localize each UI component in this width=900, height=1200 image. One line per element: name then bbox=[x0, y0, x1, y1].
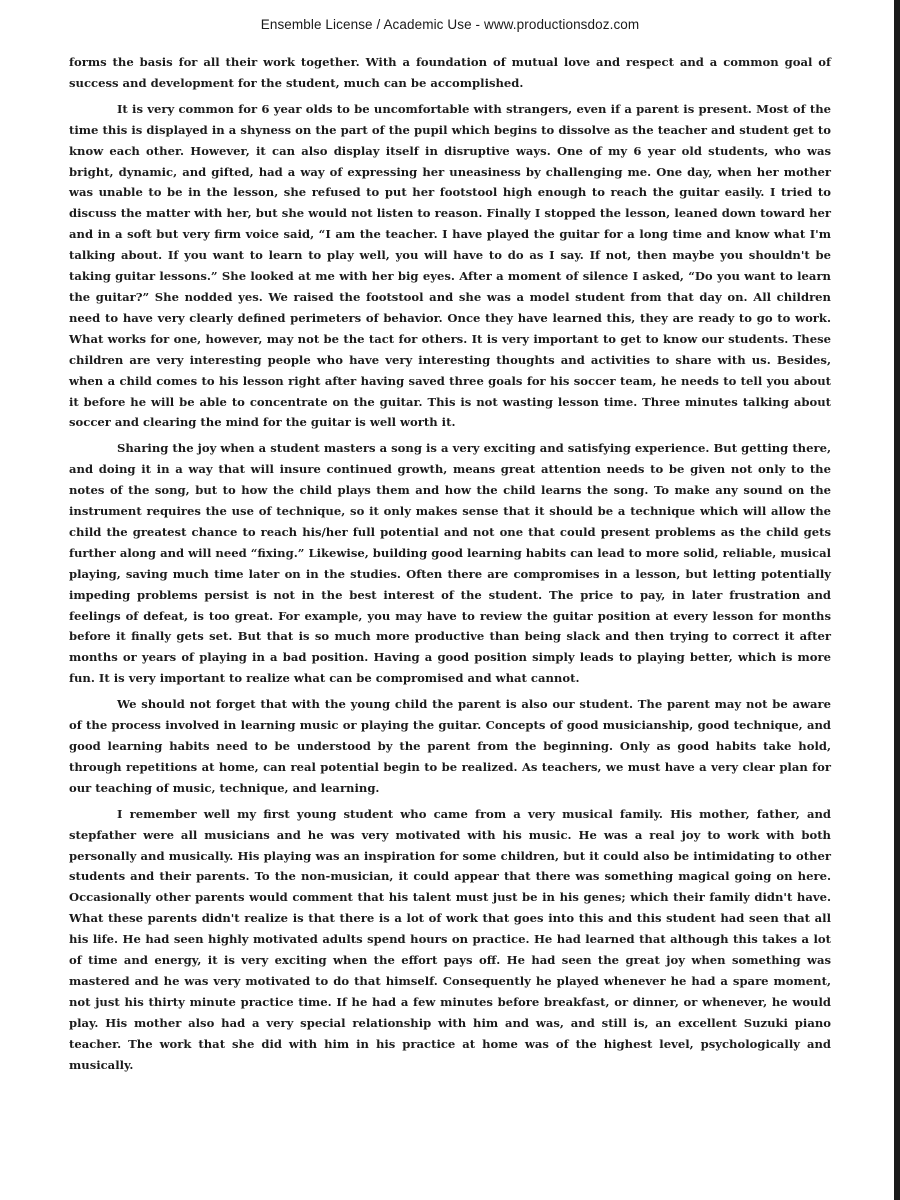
license-header bbox=[0, 0, 900, 48]
paragraph: It is very common for 6 year olds to be uncomfortable with strangers, even if a parent is present. Most of the time this is displayed in a shyness on the part of the pupil which begins to dissolve as the teacher and student get to know each other. However, it can also display itself in disruptive ways. One of my 6 year old students, who was bright, dynamic, and gifted, had a way of expressing her uneasiness by challenging me. One day, when her mother was unable to be in the lesson, she refused to put her footstool high enough to reach the guitar easily. I tried to discuss the matter with her, but she would not listen to reason. Finally I stopped the lesson, leaned down toward her and in a soft but very firm voice said, “I am the teacher. I have played the guitar for a long time and know what I'm talking about. If you want to learn to play well, you will have to do as I say. If not, then maybe you shouldn't be taking guitar lessons.” She looked at me with her big eyes. After a moment of silence I asked, “Do you want to learn the guitar?” She nodded yes. We raised the footstool and she was a model student from that day on. All children need to have very clearly defined perimeters of behavior. Once they have learned this, they are ready to go to work. What works for one, however, may not be the tact for others. It is very important to get to know our students. These children are very interesting people who have very interesting thoughts and activities to share with us. Besides, when a child comes to his lesson right after having saved three goals for his soccer team, he needs to tell you about it before he will be able to concentrate on the guitar. This is not wasting lesson time. Three minutes talking about soccer and clearing the mind for the guitar is well worth it. bbox=[69, 101, 831, 430]
paragraph: I remember well my first young student who came from a very musical family. His mother, father, and stepfather were all musicians and he was very motivated with his music. He was a real joy to work with both personally and musically. His playing was an inspiration for some children, but it could also be intimidating to other students and their parents. To the non-musician, it could appear that there was something magical going on here. Occasionally other parents would comment that his talent must just be in his genes; which their family didn't have. What these parents didn't realize is that there is a lot of work that goes into this and this student had seen that all his life. He had seen highly motivated adults spend hours on practice. He had learned that although this takes a lot of time and energy, it is very exciting when the effort pays off. He had seen the great joy when something was mastered and he was very motivated to do that himself. Consequently he played whenever he had a spare moment, not just his thirty minute practice time. If he had a few minutes before breakfast, or dinner, or whenever, he would play. His mother also had a very special relationship with him and was, and still is, an excellent Suzuki piano teacher. The work that she did with him in his practice at home was of the highest level, psychologically and musically. bbox=[69, 806, 831, 1072]
paragraph-continued: forms the basis for all their work together. With a foundation of mutual love and respect and a common goal of success and development for the student, much can be accomplished. bbox=[69, 55, 831, 90]
license-header-text: Ensemble License / Academic Use - www.productionsdoz.com bbox=[260, 16, 640, 32]
paragraph: We should not forget that with the young child the parent is also our student. The parent may not be aware of the process involved in learning music or playing the guitar. Concepts of good musicianship, good technique, and good learning habits need to be understood by the parent from the beginning. Only as good habits take hold, through repetitions at home, can real potential begin to be realized. As teachers, we must have a very clear plan for our teaching of music, technique, and learning. bbox=[69, 697, 831, 795]
page-edge-border bbox=[894, 0, 900, 1200]
paragraph: Sharing the joy when a student masters a song is a very exciting and satisfying experience. But getting there, and doing it in a way that will insure continued growth, means great attention needs to be given not only to the notes of the song, but to how the child plays them and how the child learns the song. To make any sound on the instrument requires the use of technique, so it only makes sense that it should be a technique which will allow the child the greatest chance to reach his/her full potential and not one that could present problems as the child gets further along and will need “fixing.” Likewise, building good learning habits can lead to more solid, reliable, musical playing, saving much time later on in the studies. Often there are compromises in a lesson, but letting potentially impeding problems persist is not in the best interest of the student. The price to pay, in later frustration and feelings of defeat, is too great. For example, you may have to review the guitar position at every lesson for months before it finally gets set. But that is so much more productive than being slack and then trying to correct it after months or years of playing in a bad position. Having a good position simply leads to playing better, which is more fun. It is very important to realize what can be compromised and what cannot. bbox=[69, 441, 831, 686]
body-text bbox=[69, 52, 831, 1081]
